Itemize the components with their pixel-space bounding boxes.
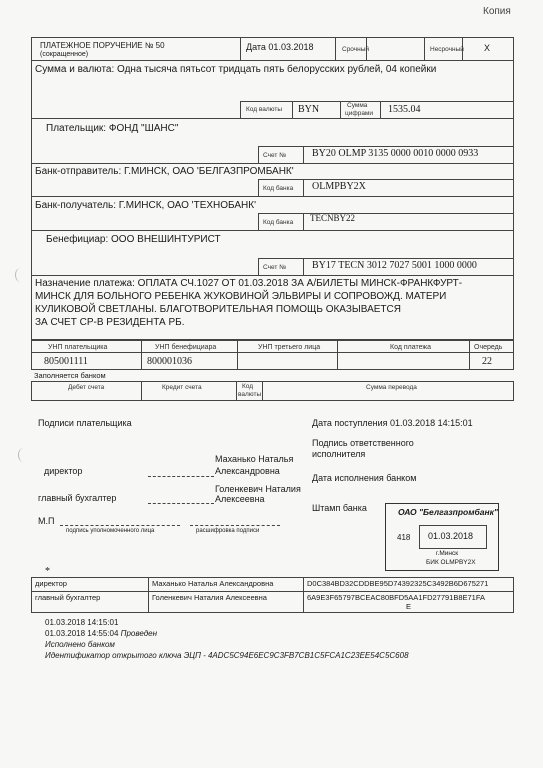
receiver-bank-code-label: Код банка [263,219,294,226]
responsible-line-1: Подпись ответственного [312,438,414,448]
purpose-line-1 [35,278,462,289]
stamp-city: г.Минск [436,550,459,557]
sender-bank-code-label: Код банка [263,185,294,192]
stamp-number: 418 [397,533,411,542]
footer-line-2-status: Проведен [120,629,157,638]
copy-label: Копия [483,6,511,17]
bank-fill-title: Заполняется банком [34,371,106,380]
beneficiary-account: BY17 TECN 3012 7027 5001 1000 0000 [312,260,477,271]
amount-label: Сумма и валюта: [35,64,115,75]
sender-bank-code: OLMPBY2X [312,181,366,192]
bank-stamp [385,503,499,571]
payer-account-label: Счет № [263,152,287,159]
purpose-line-4: ЗА СЧЕТ СР-В РЕЗИДЕНТА РБ. [35,317,185,328]
stamp-date: 01.03.2018 [428,531,474,541]
receiver-bank-name: Г.МИНСК, ОАО 'ТЕХНОБАНК' [118,200,257,211]
unp-payer-label: УНП плательщика [48,344,108,351]
receiver-bank-label: Банк-получатель: [35,200,117,211]
payer-name: ФОНД "ШАНС" [108,123,179,134]
ecp-role: директор [32,578,149,592]
ecp-name: Голенкевич Наталия Алексеевна [149,592,304,613]
beneficiary-name: ООО ВНЕШИНТУРИСТ [111,234,221,245]
sender-bank-line [35,166,294,177]
ecp-key: D0C384BD32CDDBE95D74392325C3492B6D675271 [304,578,514,592]
sum-digits-label-2: цифрами [345,110,374,117]
sig-caption-1: подпись уполномоченного лица [66,528,155,534]
header-divider [31,60,514,61]
order-date: Дата 01.03.2018 [246,42,314,52]
table-row [32,592,514,613]
sum-digits-label-1: Сумма [347,102,368,109]
responsible-line-2: исполнителя [312,449,366,459]
currency-code: BYN [298,104,320,115]
ecp-key-tail: E [405,602,411,611]
payer-account: BY20 OLMP 3135 0000 0010 0000 0933 [312,148,479,159]
purpose-line-2: МИНСК ДЛЯ БОЛЬНОГО РЕБЕНКА ЖУКОВИНОЙ ЭЛЬВИРЫ И СОПРОВОЖД. МАТЕРИ [35,291,447,302]
order-title: ПЛАТЕЖНОЕ ПОРУЧЕНИЕ № 50 [40,41,165,50]
director-label: директор [44,466,83,476]
stamp-date-box [419,525,487,549]
mp-label: М.П [38,516,55,526]
unp-beneficiary-label: УНП бенефициара [155,344,217,351]
transfer-sum-label: Сумма перевода [366,384,417,391]
footer-line-1: 01.03.2018 14:15:01 [45,618,119,627]
director-name-2: Александровна [215,466,280,476]
beneficiary-line [46,234,221,245]
accountant-name-1: Голенкевич Наталия [215,484,301,494]
nonurgent-mark: X [484,43,491,53]
receipt-date: Дата поступления 01.03.2018 14:15:01 [312,418,473,428]
signatures-title: Подписи плательщика [38,418,132,428]
unp-third-label: УНП третьего лица [258,344,321,351]
nonurgent-label: Несрочный [430,46,464,53]
star-mark: * [45,566,50,577]
unp-payer: 805001111 [44,356,88,367]
payer-line [46,123,178,134]
stamp-bank-name: ОАО "Белгазпромбанк" [398,507,498,517]
punch-mark-top [15,268,26,282]
debit-label: Дебет счета [68,384,105,391]
footer-line-4: Идентификатор открытого ключа ЭЦП - 4ADC5C94E6EC9C3FB7CB1C5FCA1C23EE54C5C608 [45,651,409,660]
currency-label-1: Код [242,383,254,390]
stamp-label: Штамп банка [312,503,367,513]
unp-beneficiary: 800001036 [147,356,192,367]
ecp-key: 6A9E3F65797BCEAC80BFD5AA1FD27791B8E71FA [307,593,486,602]
exec-date: Дата исполнения банком [312,473,417,483]
receiver-bank-line [35,200,256,211]
director-name-1: Маханько Наталья [215,454,294,464]
footer-line-2 [45,629,157,638]
currency-code-label: Код валюты [246,106,283,113]
punch-mark-bottom [18,448,29,462]
ecp-signatures-table [31,577,514,613]
payment-code-label: Код платежа [390,344,431,351]
accountant-name-2: Алексеевна [215,494,265,504]
receiver-bank-code: TECNBY22 [310,213,355,223]
queue-label: Очередь [474,344,503,351]
payer-label: Плательщик: [46,123,107,134]
order-subtitle: (сокращенное) [40,51,89,58]
ecp-key-cell [304,592,514,613]
amount-line [35,64,436,75]
sender-bank-name: Г.МИНСК, ОАО 'БЕЛГАЗПРОМБАНК' [124,166,294,177]
sender-bank-label: Банк-отправитель: [35,166,122,177]
stamp-bik: БИК OLMPBY2X [426,559,476,566]
queue-value: 22 [482,356,492,367]
sig-caption-2: расшифровка подписи [196,528,260,534]
currency-label-2: валюты [238,391,262,398]
beneficiary-account-label: Счет № [263,264,287,271]
beneficiary-label: Бенефициар: [46,234,109,245]
ecp-role: главный бухгалтер [32,592,149,613]
footer-line-3: Исполнено банком [45,640,115,649]
sum-digits: 1535.04 [388,104,421,115]
urgent-label: Срочный [342,46,370,53]
amount-text: Одна тысяча пятьсот тридцать пять белорусских рублей, 04 копейки [117,64,437,75]
purpose-text-1: ОПЛАТА СЧ.1027 ОТ 01.03.2018 ЗА А/БИЛЕТЫ МИНСК-ФРАНКФУРТ- [137,278,463,289]
credit-label: Кредит счета [162,384,202,391]
purpose-line-3: КУЛИКОВОЙ СВЕТЛАНЫ. БЛАГОТВОРИТЕЛЬНАЯ ПОМОЩЬ ОКАЗЫВАЕТСЯ [35,304,401,315]
table-row [32,578,514,592]
purpose-label: Назначение платежа: [35,278,135,289]
accountant-label: главный бухгалтер [38,493,117,503]
ecp-name: Маханько Наталья Александровна [149,578,304,592]
footer-line-2-date: 01.03.2018 14:55:04 [45,629,119,638]
